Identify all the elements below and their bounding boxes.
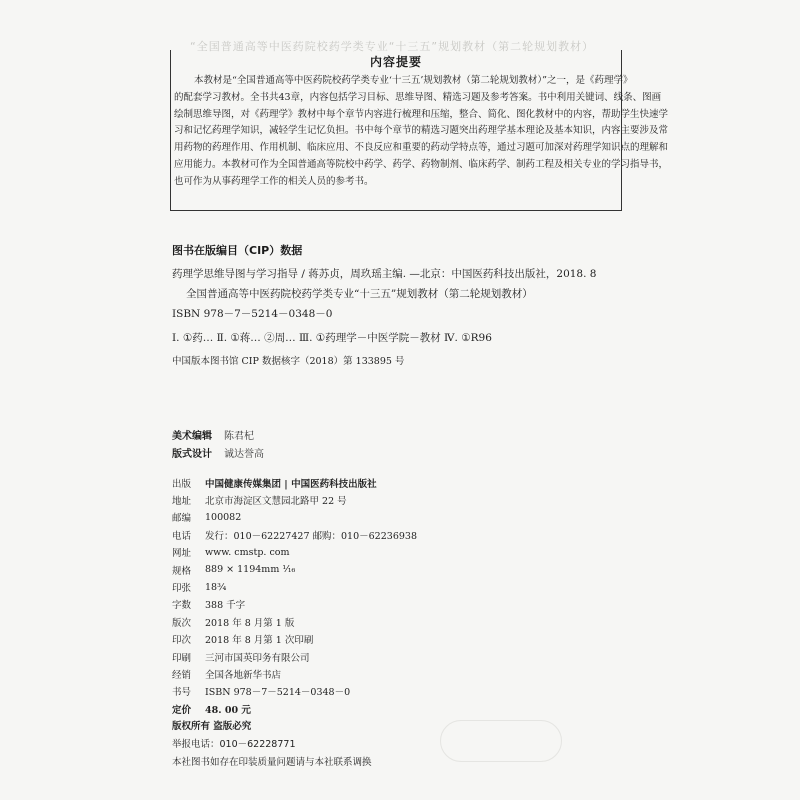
pub-row (172, 561, 417, 578)
pub-value: 388 千字 (205, 600, 246, 612)
bleed-through-text: “全国普通高等中医药院校药学类专业“十三五”规划教材（第二轮规划教材） (190, 40, 595, 53)
summary-line: 的配套学习教材。全书共43章，内容包括学习目标、思维导图、精选习题及参考答案。书中利用关键词、线条、图画 (174, 91, 662, 103)
pub-key: 印刷 (172, 652, 192, 664)
summary-line: 习和记忆药理学知识，减轻学生记忆负担。书中每个章节的精选习题突出药理学基本理论及基本知识，内容主要涉及常 (174, 125, 669, 137)
quality-notice: 本社图书如存在印装质量问题请与本社联系调换 (172, 757, 372, 768)
credit-row (172, 428, 264, 446)
pub-row (172, 544, 417, 561)
credit-value: 诚达誉高 (224, 449, 264, 460)
pub-row (172, 526, 417, 543)
footer (172, 718, 372, 772)
pub-value: 北京市海淀区文慧园北路甲 22 号 (205, 496, 347, 508)
pub-key: 电话 (172, 530, 192, 542)
pub-value: 三河市国英印务有限公司 (205, 652, 310, 664)
cip-series-line: 全国普通高等中医药院校药学类专业“十三五”规划教材（第二轮规划教材） (186, 288, 533, 300)
faint-stamp-mark (440, 720, 562, 762)
pub-key: 定价 (172, 704, 192, 716)
pub-key: 邮编 (172, 513, 192, 525)
pub-key: 版次 (172, 617, 192, 629)
pub-value: 中国健康传媒集团 | 中国医药科技出版社 (205, 478, 377, 490)
pub-value: 100082 (205, 511, 242, 523)
pub-key: 地址 (172, 496, 192, 508)
pub-key: 出版 (172, 478, 192, 490)
cip-isbn-line: ISBN 978－7－5214－0348－0 (172, 308, 333, 320)
summary-line: 用药物的药理作用、作用机制、临床应用、不良反应和重要的药动学特点等，通过习题可加深对药理学知识点的理解和 (174, 142, 669, 154)
pub-row (172, 509, 417, 526)
rights-notice: 版权所有 盗版必究 (172, 721, 252, 732)
report-hotline: 举报电话：010－62228771 (172, 739, 296, 750)
pub-row (172, 474, 417, 491)
summary-line: 本教材是“全国普通高等中医药院校药学类专业‘十三五’规划教材（第二轮规划教材）”之一，是《药理学》 (194, 75, 633, 86)
pub-key: 规格 (172, 565, 192, 577)
cip-block (172, 264, 596, 372)
pub-key: 印张 (172, 583, 192, 595)
credit-row (172, 446, 264, 464)
pub-key: 印次 (172, 635, 192, 647)
pub-value: www. cmstp. com (205, 546, 290, 558)
pub-key: 字数 (172, 600, 192, 612)
pub-value: 全国各地新华书店 (205, 669, 282, 681)
publication-info (172, 474, 417, 717)
cip-number-line: 中国版本图书馆 CIP 数据核字（2018）第 133895 号 (172, 356, 405, 367)
credit-key: 美术编辑 (172, 431, 212, 442)
pub-value: 发行：010－62227427 邮购：010－62236938 (205, 530, 417, 542)
summary-line: 应用能力。本教材可作为全国普通高等院校中药学、药学、药物制剂、临床药学、制药工程及相关专业的学习指导书， (174, 158, 669, 170)
summary-title: 内容提要 (370, 55, 423, 69)
pub-row (172, 700, 417, 717)
pub-value: 889 × 1194mm ¹⁄₁₆ (205, 564, 296, 576)
summary-line: 绘制思维导图，对《药理学》教材中每个章节内容进行梳理和压缩，整合、简化、图化教材中的内容，帮助学生快速学 (174, 108, 669, 120)
pub-row (172, 578, 417, 595)
cip-title-line: 药理学思维导图与学习指导 / 蒋苏贞，周玖瑶主编. —北京：中国医药科技出版社，2018. 8 (172, 268, 597, 280)
cip-heading: 图书在版编目（CIP）数据 (172, 244, 303, 257)
pub-row (172, 596, 417, 613)
pub-key: 经销 (172, 669, 192, 681)
credit-value: 陈君杞 (224, 431, 254, 442)
credit-key: 版式设计 (172, 449, 212, 460)
pub-value: 2018 年 8 月第 1 次印刷 (205, 635, 314, 647)
summary-text (174, 73, 669, 191)
pub-row (172, 648, 417, 665)
pub-value: 2018 年 8 月第 1 版 (205, 617, 295, 629)
cip-classification-line: Ⅰ. ①药… Ⅱ. ①蒋… ②周… Ⅲ. ①药理学－中医学院－教材 Ⅳ. ①R96 (172, 332, 492, 344)
credits (172, 428, 264, 464)
pub-row (172, 665, 417, 682)
pub-row (172, 631, 417, 648)
pub-row (172, 683, 417, 700)
pub-key: 网址 (172, 548, 192, 560)
pub-key: 书号 (172, 687, 192, 699)
pub-value: ISBN 978－7－5214－0348－0 (205, 687, 351, 699)
pub-value: 18¾ (205, 581, 227, 593)
pub-value: 48. 00 元 (205, 704, 251, 716)
summary-line: 也可作为从事药理学工作的相关人员的参考书。 (174, 175, 374, 187)
pub-row (172, 613, 417, 630)
pub-row (172, 491, 417, 508)
